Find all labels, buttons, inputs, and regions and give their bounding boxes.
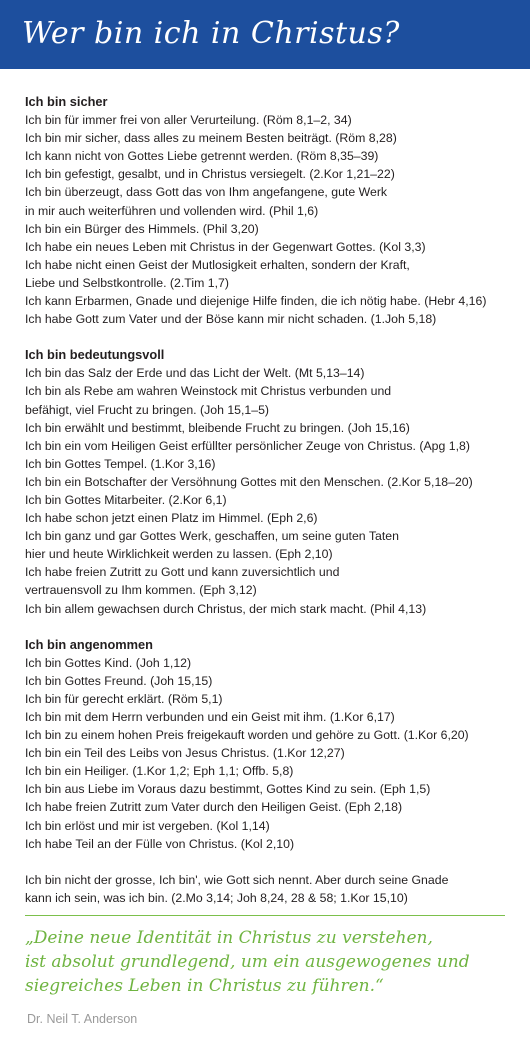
text-line: Ich bin nicht der grosse, Ich bin', wie Gott sich nennt. Aber durch seine Gnade bbox=[25, 872, 449, 887]
text-line: Ich bin ein Teil des Leibs von Jesus Christus. (1.Kor 12,27) bbox=[25, 746, 345, 761]
text-line: Ich bin erlöst und mir ist vergeben. (Kol 1,14) bbox=[25, 818, 270, 833]
text-line: Ich habe schon jetzt einen Platz im Himmel. (Eph 2,6) bbox=[25, 511, 318, 526]
text-line: Liebe und Selbstkontrolle. (2.Tim 1,7) bbox=[25, 275, 229, 290]
text-line: Ich bin mir sicher, dass alles zu meinem Besten beiträgt. (Röm 8,28) bbox=[25, 131, 397, 146]
text-line: Ich bin zu einem hohen Preis freigekauft worden und gehöre zu Gott. (1.Kor 6,20) bbox=[25, 728, 469, 743]
text-line: Ich bin ein vom Heiligen Geist erfüllter persönlicher Zeuge von Christus. (Apg 1,8) bbox=[25, 438, 470, 453]
text-line: Ich bin mit dem Herrn verbunden und ein Geist mit ihm. (1.Kor 6,17) bbox=[25, 710, 395, 724]
text-line: Ich bin das Salz der Erde und das Licht der Welt. (Mt 5,13–14) bbox=[25, 366, 365, 381]
text-line: Ich bin Gottes Freund. (Joh 15,15) bbox=[25, 673, 213, 688]
divider bbox=[25, 915, 505, 916]
text-line: in mir auch weiterführen und vollenden wird. (Phil 1,6) bbox=[25, 203, 319, 218]
page-title: Wer bin ich in Christus? bbox=[22, 16, 400, 51]
text-line: Ich bin ein Botschafter der Versöhnung Gottes mit den Menschen. (2.Kor 5,18–20) bbox=[25, 474, 473, 489]
content bbox=[25, 93, 520, 907]
text-line: vertrauensvoll zu Ihm kommen. (Eph 3,12) bbox=[25, 583, 257, 598]
section-bedeutungsvoll bbox=[25, 346, 520, 617]
text-line: Ich bin allem gewachsen durch Christus, der mich stark macht. (Phil 4,13) bbox=[25, 601, 427, 616]
header-banner bbox=[0, 0, 530, 69]
text-line: Ich habe nicht einen Geist der Mutlosigkeit erhalten, sondern der Kraft, bbox=[25, 257, 410, 272]
text-line: Ich habe Teil an der Fülle von Christus. (Kol 2,10) bbox=[25, 836, 295, 851]
text-line: befähigt, viel Frucht zu bringen. (Joh 15,1–5) bbox=[25, 402, 270, 417]
text-line: Ich bin gefestigt, gesalbt, und in Christus versiegelt. (2.Kor 1,21–22) bbox=[25, 167, 395, 182]
text-line: Ich bin aus Liebe im Voraus dazu bestimmt, Gottes Kind zu sein. (Eph 1,5) bbox=[25, 782, 431, 797]
text-line: hier und heute Wirklichkeit werden zu lassen. (Eph 2,10) bbox=[25, 547, 333, 562]
quote-line: siegreiches Leben in Christus zu führen.“ bbox=[25, 976, 384, 996]
text-line: Ich bin ein Heiliger. (1.Kor 1,2; Eph 1,1; Offb. 5,8) bbox=[25, 764, 294, 779]
text-line: Ich bin erwählt und bestimmt, bleibende Frucht zu bringen. (Joh 15,16) bbox=[25, 420, 410, 435]
section-title: Ich bin sicher bbox=[25, 94, 108, 109]
text-line: kann ich sein, was ich bin. (2.Mo 3,14; Joh 8,24, 28 & 58; 1.Kor 15,10) bbox=[25, 890, 408, 905]
text-line: Ich bin ein Bürger des Himmels. (Phil 3,20) bbox=[25, 221, 259, 236]
section-title: Ich bin bedeutungsvoll bbox=[25, 347, 165, 363]
text-line: Ich habe ein neues Leben mit Christus in der Gegenwart Gottes. (Kol 3,3) bbox=[25, 239, 426, 254]
text-line: Ich bin ganz und gar Gottes Werk, geschaffen, um seine guten Taten bbox=[25, 529, 399, 544]
text-line: Ich habe Gott zum Vater und der Böse kann mir nicht schaden. (1.Joh 5,18) bbox=[25, 312, 437, 327]
text-line: Ich habe freien Zutritt zu Gott und kann zuversichtlich und bbox=[25, 565, 340, 580]
section-title: Ich bin angenommen bbox=[25, 636, 153, 652]
text-line: Ich bin als Rebe am wahren Weinstock mit Christus verbunden und bbox=[25, 384, 392, 399]
section-sicher bbox=[25, 93, 520, 328]
text-line: Ich kann nicht von Gottes Liebe getrennt werden. (Röm 8,35–39) bbox=[25, 149, 379, 164]
text-line: Ich kann Erbarmen, Gnade und diejenige Hilfe finden, die ich nötig habe. (Hebr 4,16) bbox=[25, 294, 487, 309]
text-line: Ich bin Gottes Mitarbeiter. (2.Kor 6,1) bbox=[25, 492, 227, 507]
text-line: Ich habe freien Zutritt zum Vater durch den Heiligen Geist. (Eph 2,18) bbox=[25, 800, 403, 815]
quote bbox=[25, 926, 520, 998]
closing-paragraph bbox=[25, 871, 520, 907]
quote-line: ist absolut grundlegend, um ein ausgewogenes und bbox=[25, 952, 470, 972]
text-line: Ich bin Gottes Tempel. (1.Kor 3,16) bbox=[25, 456, 216, 471]
text-line: Ich bin überzeugt, dass Gott das von Ihm angefangene, gute Werk bbox=[25, 185, 388, 200]
quote-line: „Deine neue Identität in Christus zu verstehen, bbox=[25, 928, 433, 948]
text-line: Ich bin für immer frei von aller Verurteilung. (Röm 8,1–2, 34) bbox=[25, 113, 352, 128]
quote-author: Dr. Neil T. Anderson bbox=[27, 1012, 138, 1026]
text-line: Ich bin für gerecht erklärt. (Röm 5,1) bbox=[25, 691, 223, 706]
text-line: Ich bin Gottes Kind. (Joh 1,12) bbox=[25, 655, 192, 670]
section-angenommen bbox=[25, 636, 520, 853]
